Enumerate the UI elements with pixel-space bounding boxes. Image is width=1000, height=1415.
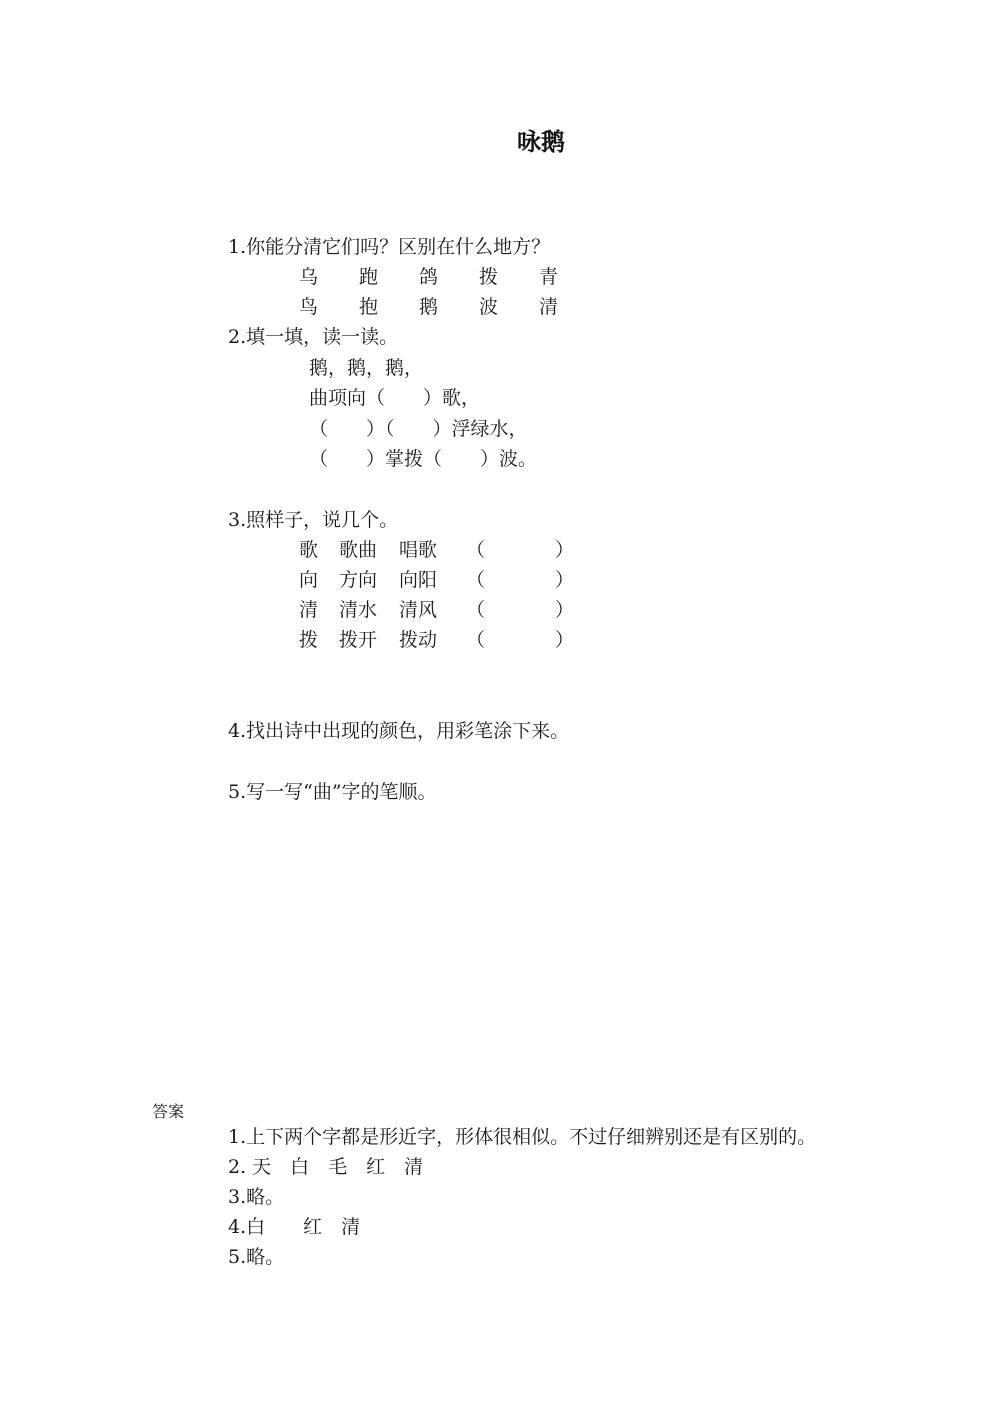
example-word: 清水 [339, 599, 378, 621]
answer-line: 1.上下两个字都是形近字，形体很相似。不过仔细辨别还是有区别的。 [228, 1126, 817, 1148]
example-word: 方向 [339, 569, 378, 591]
answers-heading: 答案 [152, 1102, 185, 1121]
char-cell: 鸽 [419, 266, 439, 288]
blank-open-paren: （ [466, 539, 486, 561]
blank-close-paren: ） [555, 539, 575, 561]
base-char: 清 [299, 599, 319, 621]
char-cell: 拨 [479, 266, 499, 288]
question-2-prompt: 2.填一填，读一读。 [228, 326, 399, 348]
question-5-prompt: 5.写一写“曲”字的笔顺。 [228, 781, 437, 803]
char-cell: 波 [479, 296, 499, 318]
answer-line: 4.白 红 清 [228, 1216, 361, 1238]
question-3-prompt: 3.照样子，说几个。 [228, 509, 399, 531]
question-4-prompt: 4.找出诗中出现的颜色，用彩笔涂下来。 [228, 720, 570, 742]
base-char: 歌 [299, 539, 319, 561]
example-word: 拨动 [399, 629, 438, 651]
char-cell: 跑 [359, 266, 379, 288]
base-char: 向 [299, 569, 319, 591]
answer-line: 3.略。 [228, 1186, 285, 1208]
blank-open-paren: （ [466, 629, 486, 651]
blank-close-paren: ） [555, 569, 575, 591]
char-cell: 清 [539, 296, 559, 318]
blank-open-paren: （ [466, 599, 486, 621]
char-cell: 鸟 [299, 296, 319, 318]
example-word: 歌曲 [339, 539, 378, 561]
example-word: 向阳 [399, 569, 438, 591]
answer-line: 5.略。 [228, 1246, 285, 1268]
example-word: 唱歌 [399, 539, 438, 561]
poem-line: （ ）（ ）浮绿水， [309, 418, 528, 440]
example-word: 清风 [399, 599, 438, 621]
poem-line: 曲项向（ ）歌， [309, 387, 481, 409]
blank-close-paren: ） [555, 599, 575, 621]
example-word: 拨开 [339, 629, 378, 651]
poem-line: 鹅，鹅，鹅， [309, 357, 424, 379]
char-cell: 抱 [359, 296, 379, 318]
answer-line: 2. 天 白 毛 红 清 [228, 1156, 424, 1178]
page-title: 咏鹅 [517, 128, 565, 156]
poem-line: （ ）掌拨（ ）波。 [309, 448, 538, 470]
char-cell: 乌 [299, 266, 319, 288]
char-cell: 青 [539, 266, 559, 288]
char-cell: 鹅 [419, 296, 439, 318]
blank-open-paren: （ [466, 569, 486, 591]
question-1-prompt: 1.你能分清它们吗？区别在什么地方？ [228, 236, 551, 258]
blank-close-paren: ） [555, 629, 575, 651]
base-char: 拨 [299, 629, 319, 651]
